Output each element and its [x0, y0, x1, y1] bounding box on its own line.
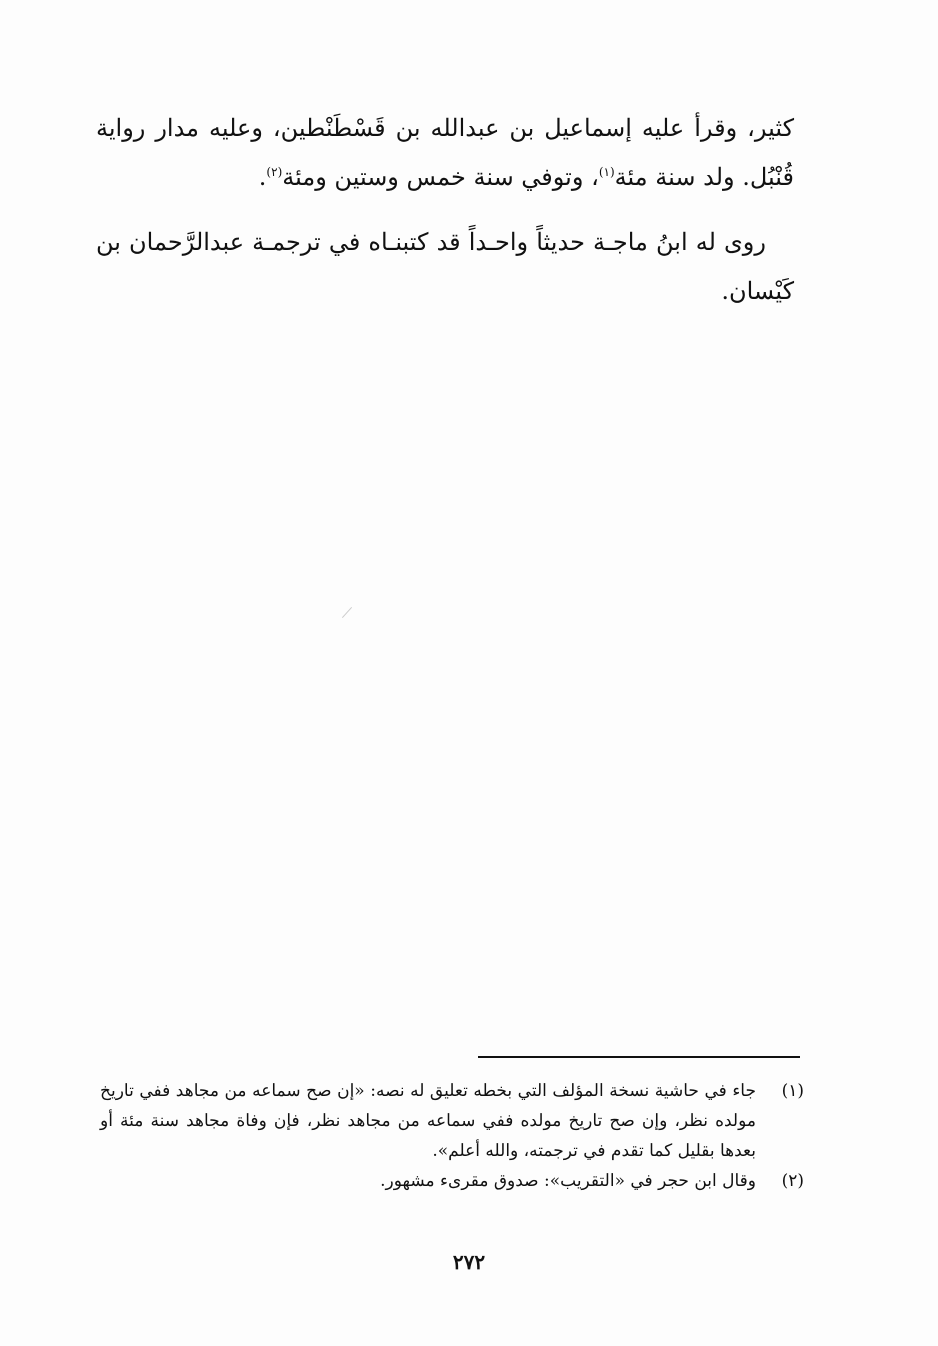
paragraph-1-text-a: كثير، وقرأ عليه إسماعيل بن عبدالله بن قَسْطَنْطين، وعليه مدار رواية قُنْبُل. ولد سنة مئة [96, 114, 794, 191]
scan-speck [342, 607, 352, 618]
paragraph-1-text-c: . [258, 163, 267, 191]
footnote-1 [100, 1076, 804, 1166]
footnote-2-number: (٢) [781, 1171, 804, 1191]
footnote-reference-2: (٢) [266, 165, 283, 179]
footnote-1-number: (١) [781, 1081, 804, 1101]
footnote-2 [100, 1166, 804, 1196]
footnote-reference-1: (١) [598, 165, 615, 179]
footnote-2-text: وقال ابن حجر في «التقريب»: صدوق مقرىء مشهور. [380, 1171, 756, 1191]
footnote-1-text: جاء في حاشية نسخة المؤلف التي بخطه تعليق له نصه: «إن صح سماعه من مجاهد ففي تاريخ مولده نظر، وإن صح تاريخ مولده ففي سماعه من مجاهد نظر، فإن وفاة مجاهد سنة مئة أو بعدها بقليل كما تقدم في ترجمته، والله أعلم». [100, 1081, 756, 1161]
main-text [96, 104, 794, 316]
paragraph-1 [96, 104, 794, 202]
paragraph-2-text: روى له ابنُ ماجـة حديثاً واحـداً قد كتبنـاه في ترجمـة عبدالرَّحمان بن كَيْسان. [96, 228, 794, 305]
footnote-separator [478, 1056, 800, 1058]
page-number: ٢٧٢ [452, 1250, 486, 1274]
paragraph-1-text-b: ، وتوفي سنة خمس وستين ومئة [282, 163, 599, 191]
footnotes [100, 1076, 804, 1196]
paragraph-2 [96, 218, 794, 316]
